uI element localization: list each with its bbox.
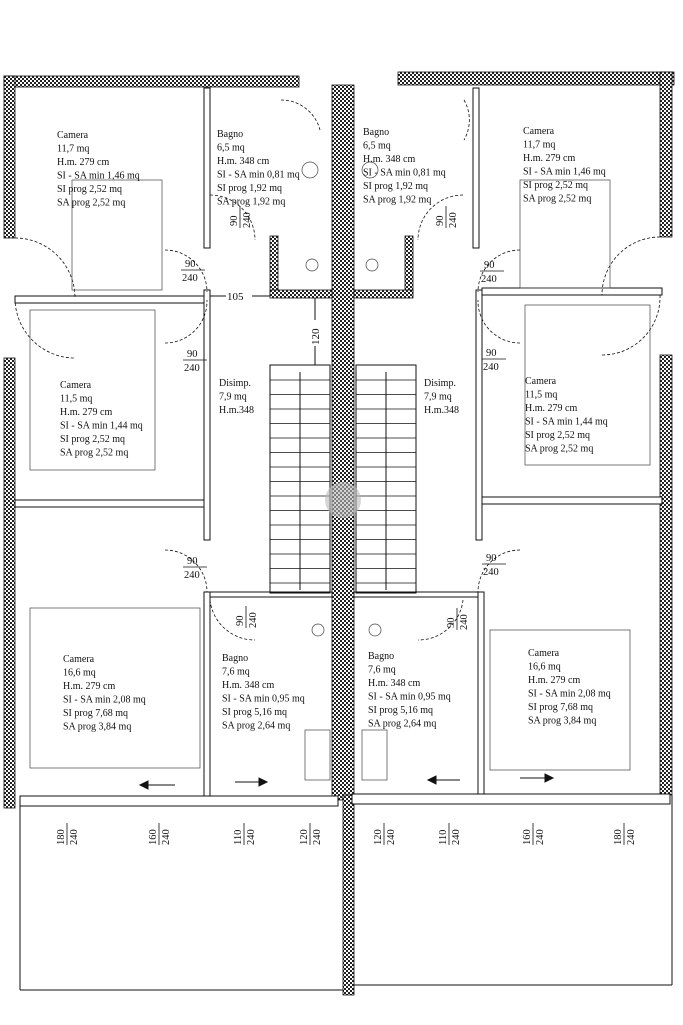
wall-left-lower [4, 358, 15, 808]
room-label-line: 7,6 mq [222, 666, 250, 678]
window-tag-height: 240 [161, 829, 172, 845]
room-label-line: SA prog 2,64 mq [368, 718, 437, 730]
wall-bath-right [405, 236, 413, 296]
room-label-line: H.m. 279 cm [63, 681, 116, 692]
door-tag-width: 90 [486, 348, 497, 359]
room-label [368, 651, 451, 730]
window-tag-width: 120 [373, 829, 384, 845]
room-label-line: SI prog 2,52 mq [523, 180, 588, 191]
room-label-line: H.m. 279 cm [57, 157, 110, 168]
wall-top-right [398, 72, 674, 85]
door-tag-width: 90 [187, 556, 198, 567]
room-label-line: SI - SA min 2,08 mq [528, 688, 611, 700]
room-label-line: Camera [525, 376, 557, 387]
room-label-line: 7,6 mq [368, 664, 396, 676]
door-tag [482, 348, 506, 373]
dimension-105-label: 105 [227, 291, 244, 303]
window-tag-height: 240 [312, 829, 323, 845]
room-label-line: 11,7 mq [523, 139, 556, 151]
room-label [424, 378, 459, 416]
door-tag-width: 90 [187, 349, 198, 360]
door-tag-vertical [235, 606, 259, 628]
room-label-line: SA prog 1,92 mq [217, 196, 286, 208]
door-tag-height: 240 [483, 567, 499, 578]
door-tag-width: 90 [235, 615, 246, 626]
window-tag [438, 823, 462, 845]
window-tag-height: 240 [451, 829, 462, 845]
window-tag [522, 823, 546, 845]
room-label-line: Bagno [217, 129, 244, 140]
window-tag-width: 120 [299, 829, 310, 845]
room-label-line: Disimp. [219, 378, 251, 389]
window-tag-height: 240 [246, 829, 257, 845]
room-label-line: H.m. 348 cm [222, 680, 275, 691]
room-label-line: SI prog 7,68 mq [63, 708, 128, 719]
room-label-line: H.m. 279 cm [60, 407, 113, 418]
room-label-line: 16,6 mq [63, 667, 96, 679]
wall-top-left [4, 76, 299, 87]
room-label-line: 11,7 mq [57, 143, 90, 155]
sink-bottom-left [312, 624, 324, 636]
room-label [523, 126, 606, 205]
door-tag-height: 240 [481, 274, 497, 285]
dimension-105 [210, 288, 270, 303]
window-tag [613, 823, 637, 845]
room-label-line: SA prog 2,52 mq [523, 193, 592, 205]
room-label-line: Camera [528, 648, 560, 659]
sink-top-right [366, 259, 378, 271]
window-tag-width: 110 [233, 829, 244, 845]
room-label-line: SA prog 2,52 mq [57, 197, 126, 209]
room-label-line: H.m.348 [424, 405, 459, 416]
room-label-line: SA prog 2,52 mq [525, 443, 594, 455]
room-label [60, 380, 143, 459]
door-tag-height: 240 [459, 614, 470, 630]
window-tag [148, 823, 172, 845]
door-tag-height: 240 [184, 363, 200, 374]
door-tag-vertical [435, 206, 459, 228]
window-tag-height: 240 [386, 829, 397, 845]
room-label-line: H.m. 348 cm [363, 154, 416, 165]
window-tag [299, 823, 323, 845]
exterior-walls [4, 72, 674, 995]
room-label-line: SI - SA min 1,44 mq [525, 416, 608, 428]
door-tag-height: 240 [448, 212, 459, 228]
wall-right-upper [660, 72, 672, 237]
room-label-line: 6,5 mq [217, 142, 245, 154]
window-tag-width: 160 [148, 829, 159, 845]
door-tag-width: 90 [486, 553, 497, 564]
room-label-line: 11,5 mq [60, 393, 93, 405]
room-label-line: Camera [63, 654, 95, 665]
door-tag-height: 240 [248, 612, 259, 628]
room-label-line: H.m. 279 cm [528, 675, 581, 686]
toilet-top-left [302, 162, 318, 178]
door-tag-vertical [229, 206, 253, 228]
door-tag [482, 553, 506, 578]
room-label-line: 7,9 mq [424, 391, 452, 403]
bed-mid-left [30, 310, 155, 470]
door-tag [181, 259, 205, 284]
room-label-line: SI - SA min 0,81 mq [217, 169, 300, 181]
room-label-line: H.m. 348 cm [368, 678, 421, 689]
wall-bath-left-bottom [270, 290, 332, 298]
door-tag-height: 240 [184, 570, 200, 581]
bed-bottom-right [490, 630, 630, 770]
room-label-line: Bagno [222, 653, 249, 664]
room-label-line: 7,9 mq [219, 391, 247, 403]
room-label-line: SI prog 2,52 mq [60, 434, 125, 445]
room-label-line: SI prog 2,52 mq [57, 184, 122, 195]
room-label-line: Camera [57, 130, 89, 141]
room-label-line: SA prog 2,64 mq [222, 720, 291, 732]
window-tag [373, 823, 397, 845]
room-label [219, 378, 254, 416]
window-tag-width: 110 [438, 829, 449, 845]
room-label-line: SI - SA min 0,95 mq [368, 691, 451, 703]
room-label-line: SI prog 5,16 mq [222, 707, 287, 718]
door-tag [480, 260, 504, 285]
room-label [363, 127, 446, 206]
room-label [525, 376, 608, 455]
dimension-120-label: 120 [310, 328, 322, 345]
room-label-line: SA prog 1,92 mq [363, 194, 432, 206]
room-label-line: SI prog 7,68 mq [528, 702, 593, 713]
door-tag-width: 90 [484, 260, 495, 271]
wall-bath-left [270, 236, 278, 296]
bed-top-left [72, 180, 162, 290]
wall-left-upper [4, 76, 15, 238]
sink-top-left [306, 259, 318, 271]
wall-right-lower [660, 355, 672, 795]
shower-left [305, 730, 330, 780]
window-tag-width: 180 [56, 829, 67, 845]
window-tag [233, 823, 257, 845]
room-label-line: H.m.348 [219, 405, 254, 416]
wall-bath-right-bottom [354, 290, 413, 298]
door-tag [183, 349, 207, 374]
room-label [217, 129, 300, 208]
door-tag-vertical [446, 608, 470, 630]
room-label [222, 653, 305, 732]
room-label-line: H.m. 348 cm [217, 156, 270, 167]
window-tag-height: 240 [626, 829, 637, 845]
room-label-line: Disimp. [424, 378, 456, 389]
window-tag-height: 240 [535, 829, 546, 845]
room-label-line: SI - SA min 0,81 mq [363, 167, 446, 179]
room-label-line: H.m. 279 cm [525, 403, 578, 414]
door-tag [183, 556, 207, 581]
door-tag-width: 90 [229, 215, 240, 226]
window-tag-width: 160 [522, 829, 533, 845]
sink-bottom-right [369, 624, 381, 636]
room-label [528, 648, 611, 727]
room-label-line: Bagno [368, 651, 395, 662]
room-label-line: Camera [523, 126, 555, 137]
room-label-line: H.m. 279 cm [523, 153, 576, 164]
room-label-line: SI prog 2,52 mq [525, 430, 590, 441]
door-tag-width: 90 [435, 215, 446, 226]
room-label-line: SI - SA min 2,08 mq [63, 694, 146, 706]
room-label-line: SI prog 1,92 mq [217, 183, 282, 194]
window-tag [56, 823, 80, 845]
door-tag-width: 90 [446, 617, 457, 628]
window-tag-height: 240 [69, 829, 80, 845]
room-label-line: 6,5 mq [363, 140, 391, 152]
room-label-line: SA prog 2,52 mq [60, 447, 129, 459]
room-label-line: SA prog 3,84 mq [63, 721, 132, 733]
room-label-line: 11,5 mq [525, 389, 558, 401]
wall-divider-long [343, 795, 354, 995]
room-label-line: 16,6 mq [528, 661, 561, 673]
door-tag-height: 240 [483, 362, 499, 373]
center-marker [325, 482, 361, 518]
room-label-line: SI prog 5,16 mq [368, 705, 433, 716]
dimension-120 [307, 298, 323, 365]
room-label-line: SA prog 3,84 mq [528, 715, 597, 727]
room-label-line: Camera [60, 380, 92, 391]
room-label-line: SI - SA min 0,95 mq [222, 693, 305, 705]
room-label-line: Bagno [363, 127, 390, 138]
room-label-line: SI - SA min 1,44 mq [60, 420, 143, 432]
room-label [57, 130, 140, 209]
shower-right [362, 730, 387, 780]
room-label-line: SI prog 1,92 mq [363, 181, 428, 192]
door-tag-width: 90 [185, 259, 196, 270]
door-tag-height: 240 [242, 212, 253, 228]
wall-center-party [332, 85, 354, 800]
room-label-line: SI - SA min 1,46 mq [57, 170, 140, 182]
room-label-line: SI - SA min 1,46 mq [523, 166, 606, 178]
door-tag-height: 240 [182, 273, 198, 284]
room-label [63, 654, 146, 733]
window-tag-width: 180 [613, 829, 624, 845]
